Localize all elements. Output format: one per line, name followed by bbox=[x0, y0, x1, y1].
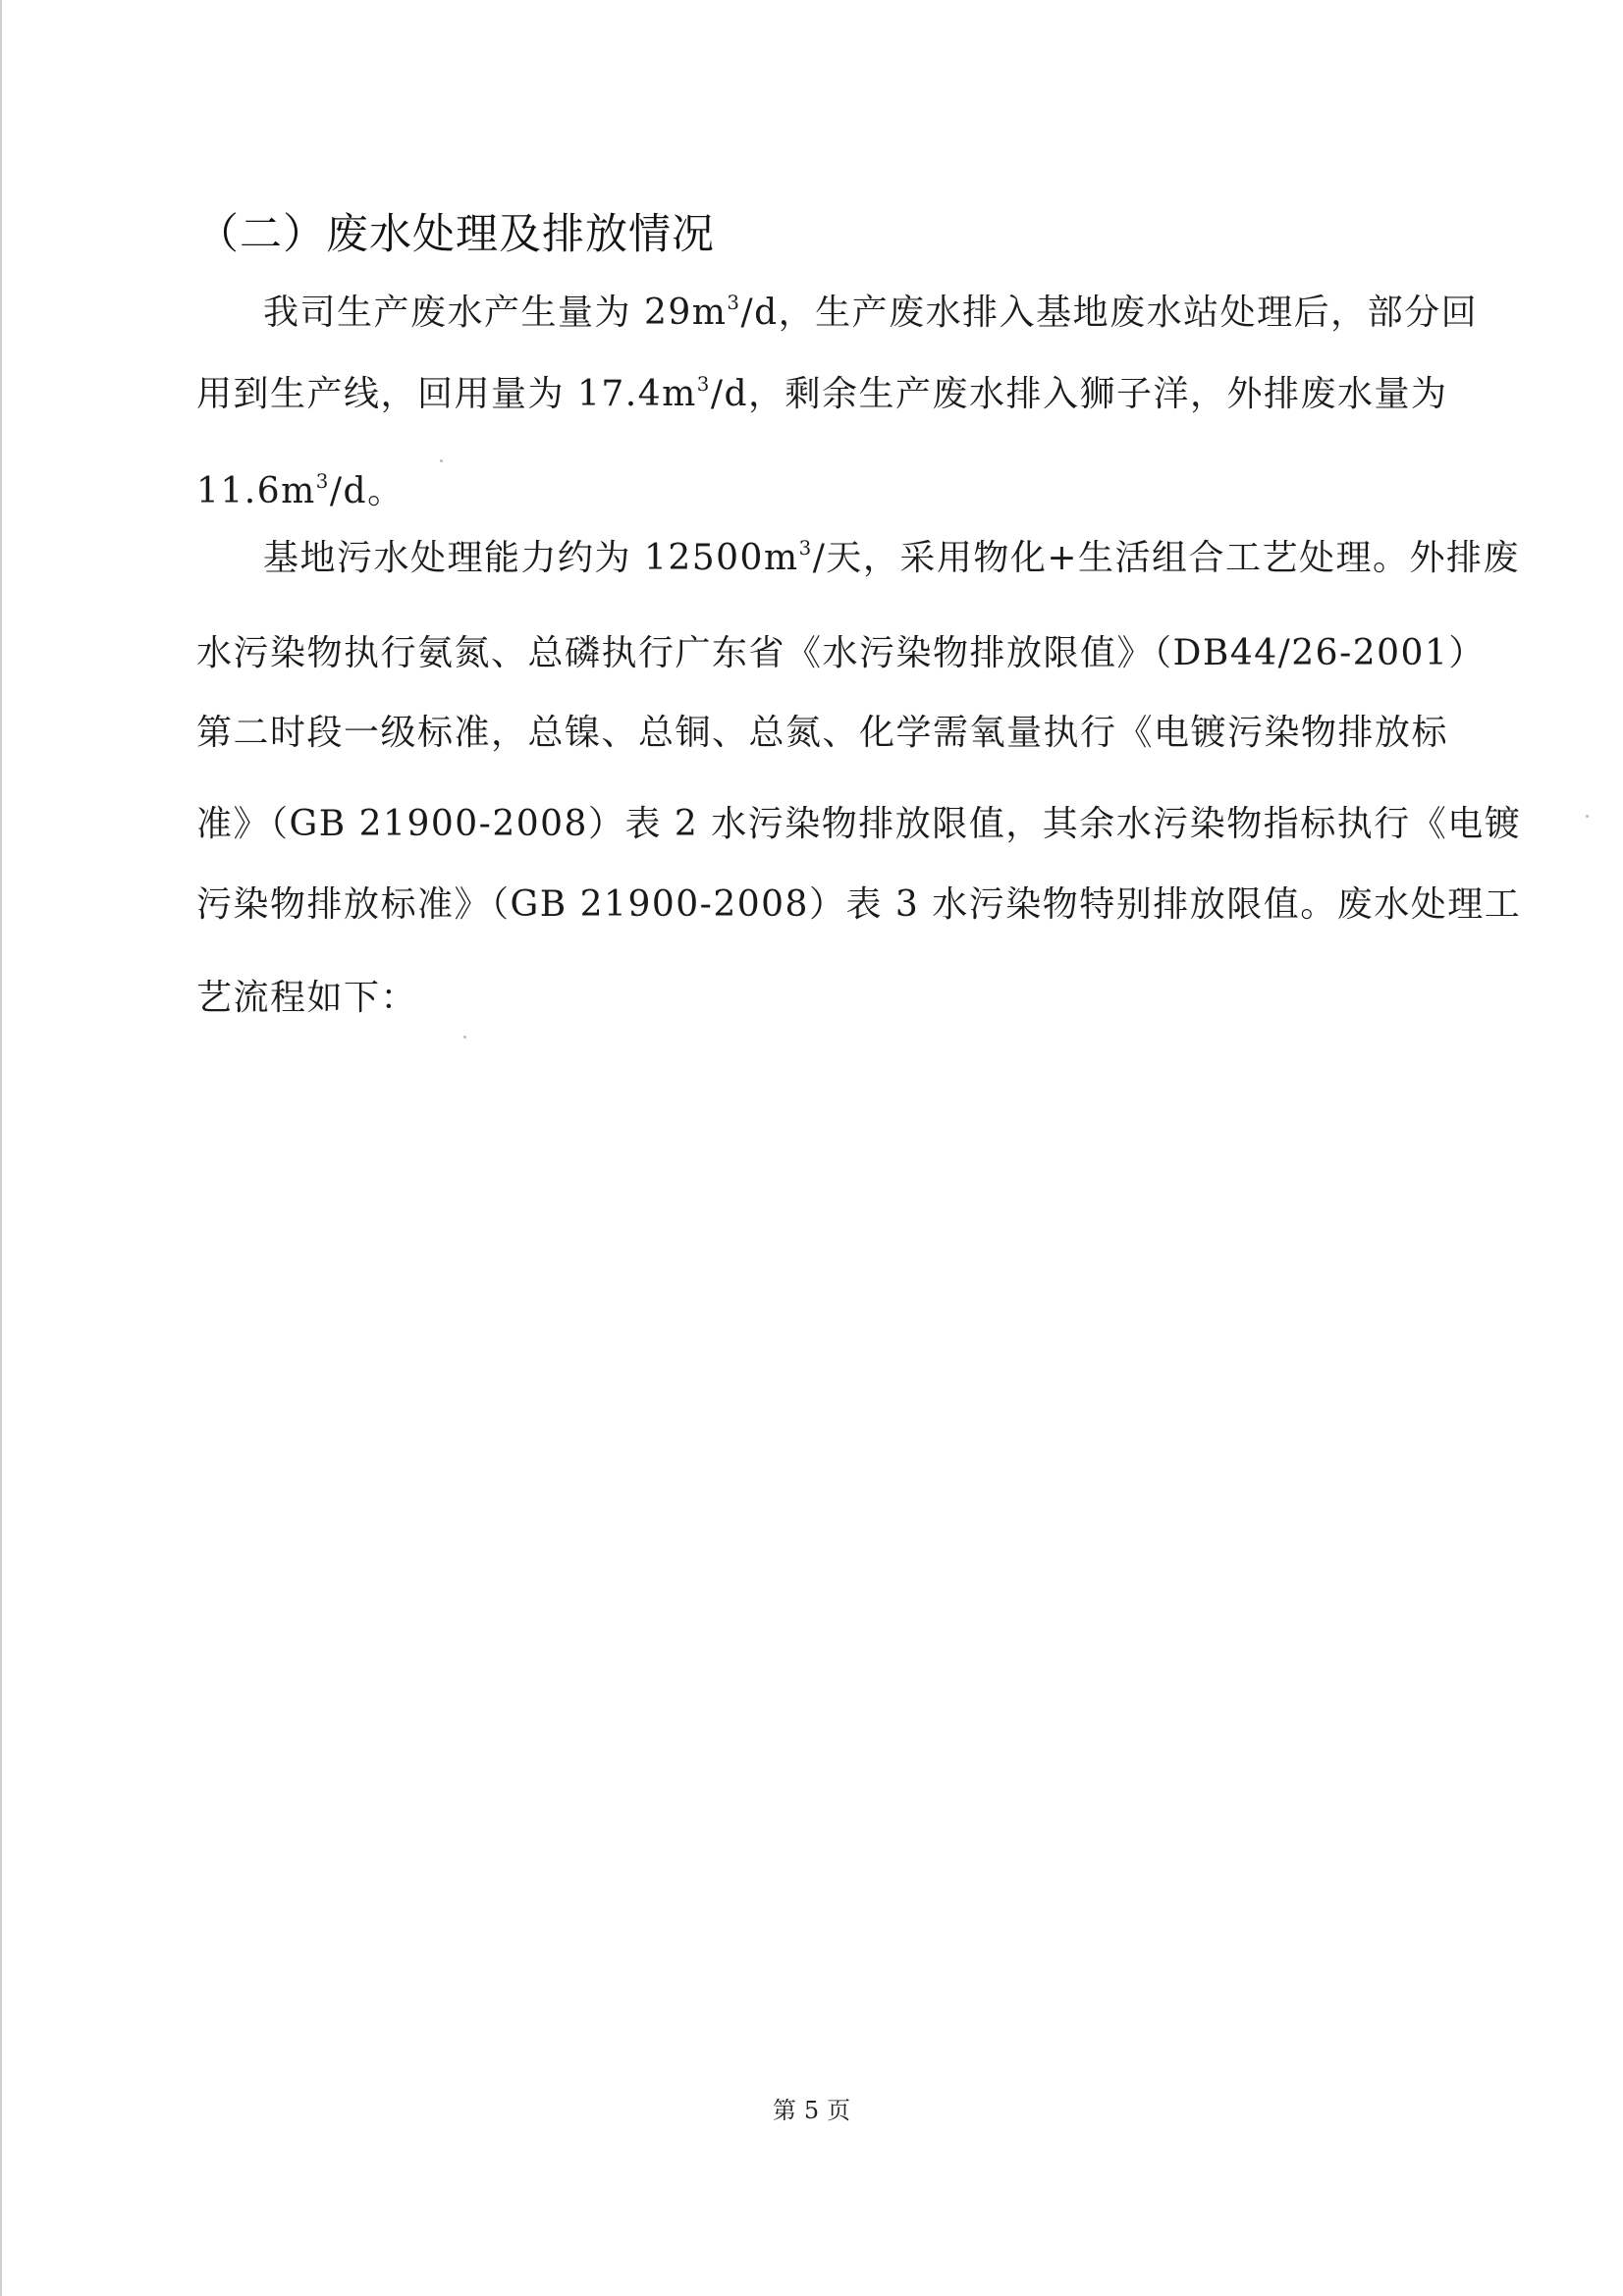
text-run: 我司生产废水产生量为 29m bbox=[263, 293, 728, 333]
superscript: 3 bbox=[798, 537, 813, 561]
paragraph-2-line-4: 准》（GB 21900-2008）表 2 水污染物排放限值，其余水污染物指标执行《电镀 bbox=[196, 804, 1522, 844]
superscript: 3 bbox=[727, 292, 741, 315]
scan-speck bbox=[1586, 815, 1589, 818]
scan-speck bbox=[463, 1036, 466, 1039]
text-run: /d，生产废水排入基地废水站处理后，部分回 bbox=[740, 293, 1479, 333]
page-footer bbox=[0, 2091, 1623, 2125]
paragraph-2-line-2: 水污染物执行氨氮、总磷执行广东省《水污染物排放限值》（DB44/26-2001） bbox=[196, 633, 1486, 673]
scan-speck bbox=[440, 459, 443, 462]
text-run: 用到生产线，回用量为 17.4m bbox=[196, 374, 697, 414]
superscript: 3 bbox=[696, 373, 711, 397]
superscript: 3 bbox=[315, 470, 330, 494]
paragraph-1-line-2 bbox=[196, 366, 1448, 416]
footer-suffix: 页 bbox=[827, 2097, 851, 2124]
text-run: 基地污水处理能力约为 12500m bbox=[263, 538, 799, 578]
footer-prefix: 第 bbox=[772, 2097, 796, 2124]
paragraph-2-line-6: 艺流程如下： bbox=[196, 978, 418, 1018]
page-number: 5 bbox=[803, 2097, 820, 2124]
paragraph-2-line-5: 污染物排放标准》（GB 21900-2008）表 3 水污染物特别排放限值。废水处理工 bbox=[196, 884, 1522, 925]
text-run: /天，采用物化+生活组合工艺处理。外排废 bbox=[812, 538, 1520, 578]
paragraph-1-line-3 bbox=[196, 463, 405, 513]
paragraph-1-line-1 bbox=[263, 285, 1478, 335]
text-run: /d，剩余生产废水排入狮子洋，外排废水量为 bbox=[710, 374, 1448, 414]
section-heading: （二）废水处理及排放情况 bbox=[196, 210, 715, 259]
page-edge bbox=[0, 0, 2, 2296]
paragraph-2-line-3: 第二时段一级标准，总镍、总铜、总氮、化学需氧量执行《电镀污染物排放标 bbox=[196, 713, 1449, 753]
text-run: 11.6m bbox=[196, 471, 316, 511]
paragraph-2-line-1 bbox=[263, 530, 1520, 580]
text-run: /d。 bbox=[329, 471, 405, 511]
